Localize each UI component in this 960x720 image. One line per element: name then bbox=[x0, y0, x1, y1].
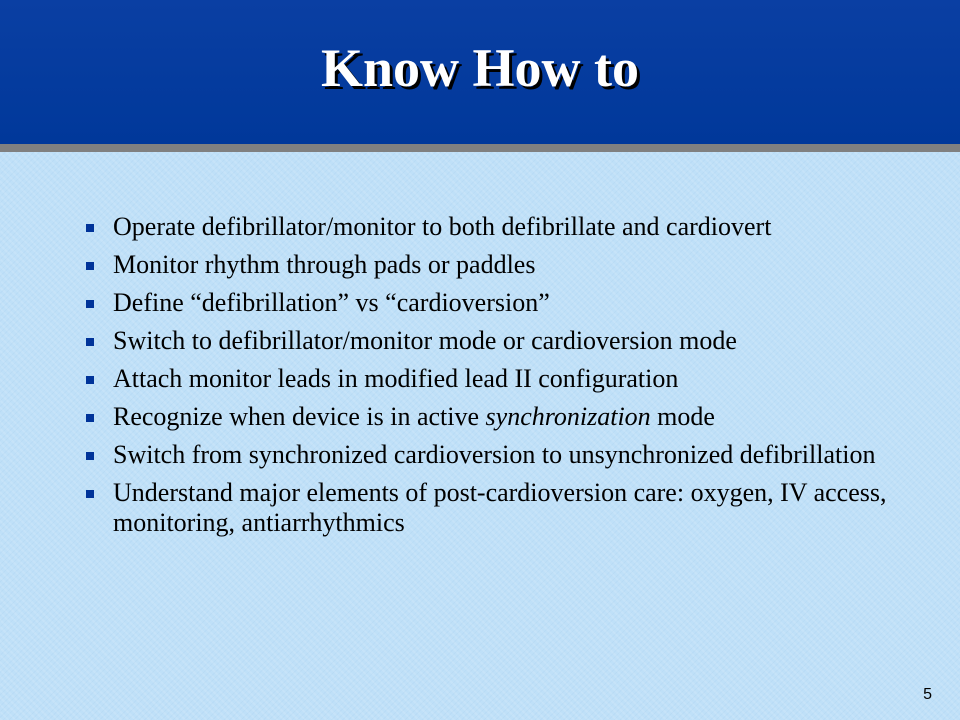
bullet-item bbox=[84, 402, 934, 432]
bullet-list bbox=[84, 212, 934, 546]
bullet-text: Switch to defibrillator/monitor mode or cardioversion mode bbox=[113, 326, 737, 355]
square-bullet-icon bbox=[86, 414, 94, 422]
bullet-item bbox=[84, 440, 934, 470]
bullet-item bbox=[84, 250, 934, 280]
bullet-text-post: mode bbox=[650, 402, 715, 431]
bullet-text: Attach monitor leads in modified lead II configuration bbox=[113, 364, 679, 393]
square-bullet-icon bbox=[86, 224, 94, 232]
bullet-text: Switch from synchronized cardioversion to unsynchronized defibrillation bbox=[113, 440, 876, 469]
square-bullet-icon bbox=[86, 376, 94, 384]
bullet-text: Define “defibrillation” vs “cardioversion” bbox=[113, 288, 550, 317]
title-bar bbox=[0, 0, 960, 144]
square-bullet-icon bbox=[86, 490, 94, 498]
square-bullet-icon bbox=[86, 300, 94, 308]
bullet-item bbox=[84, 364, 934, 394]
bullet-item bbox=[84, 212, 934, 242]
title-divider bbox=[0, 144, 960, 152]
bullet-text: Understand major elements of post-cardioversion care: oxygen, IV access, monitoring, antiarrhythmics bbox=[113, 478, 887, 537]
slide-title: Know How to bbox=[320, 38, 639, 98]
square-bullet-icon bbox=[86, 262, 94, 270]
bullet-item bbox=[84, 478, 934, 538]
bullet-text-pre: Recognize when device is in active bbox=[113, 402, 486, 431]
square-bullet-icon bbox=[86, 452, 94, 460]
page-number: 5 bbox=[923, 686, 932, 703]
bullet-item bbox=[84, 326, 934, 356]
square-bullet-icon bbox=[86, 338, 94, 346]
bullet-item bbox=[84, 288, 934, 318]
bullet-text: Monitor rhythm through pads or paddles bbox=[113, 250, 536, 279]
bullet-text: Operate defibrillator/monitor to both defibrillate and cardiovert bbox=[113, 212, 772, 241]
bullet-text-emphasis: synchronization bbox=[485, 402, 651, 431]
